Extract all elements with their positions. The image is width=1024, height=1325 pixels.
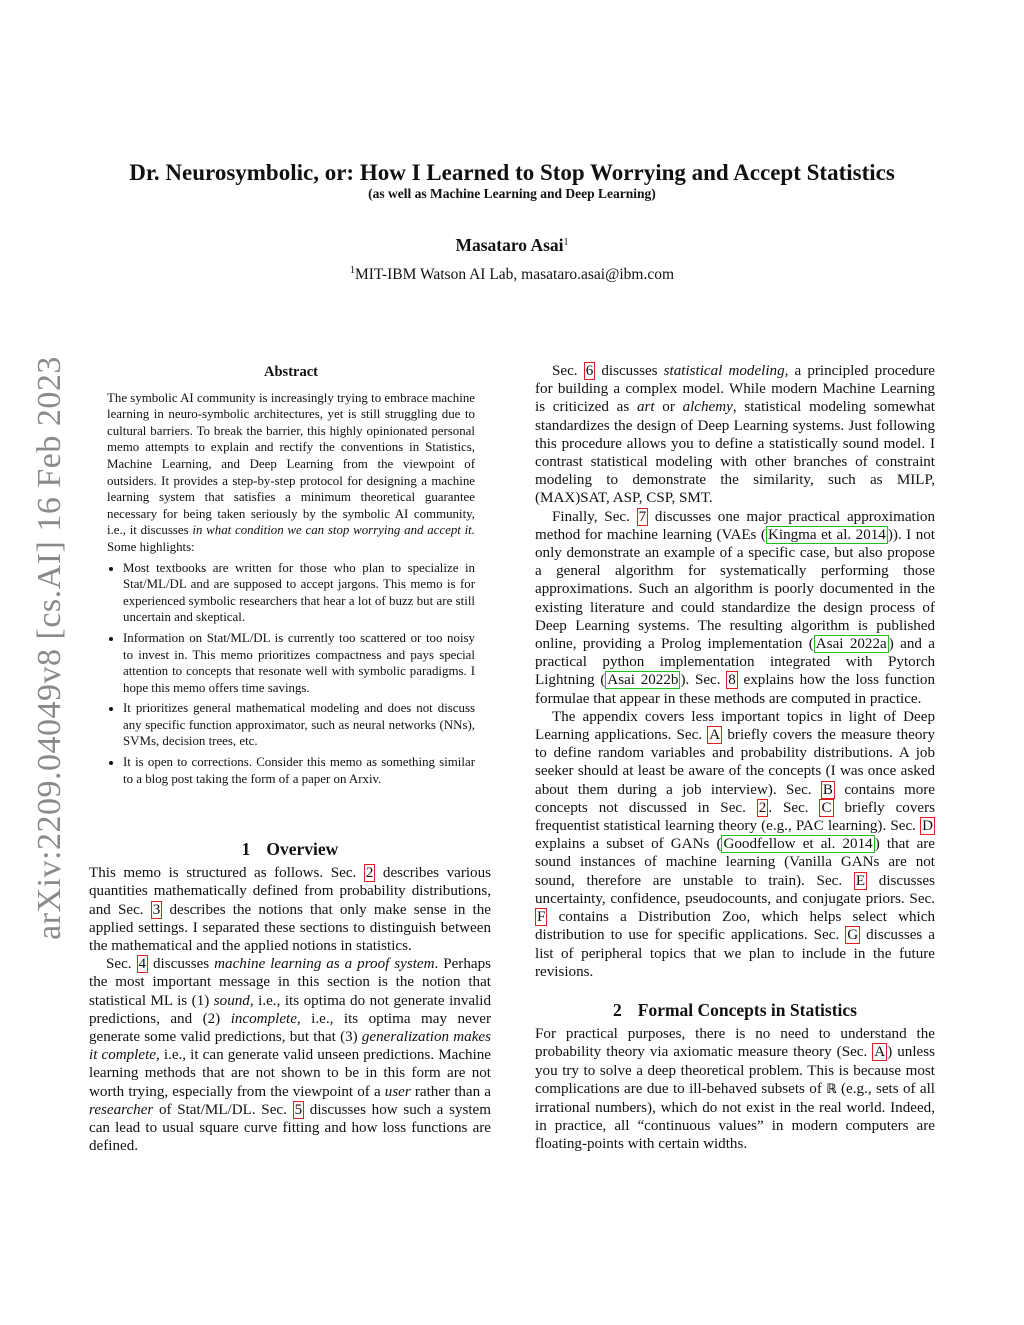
highlight-item: • Most textbooks are written for those who plan to specialize in Stat/ML/DL and are supposed to accept jargons. This memo is for experienced symbolic researchers that hear a lot of buzz but are still uncertain and skeptical.	[123, 560, 475, 626]
paper-subtitle: (as well as Machine Learning and Deep Learning)	[368, 186, 656, 201]
citation-link[interactable]: Asai 2022b	[607, 672, 679, 689]
author-superscript: 1	[563, 237, 569, 248]
appendix-ref-link[interactable]: F	[537, 909, 546, 926]
paper-title: Dr. Neurosymbolic, or: How I Learned to Stop Worrying and Accept Statistics	[129, 160, 895, 185]
highlight-item: • Information on Stat/ML/DL is currently too scattered or too noisy to invest in. This memo prioritizes compactness and pays special attention to concepts that resonate well with symbolic paradigms. I hope this memo offers time savings.	[123, 630, 475, 696]
citation-link[interactable]: Goodfellow et al. 2014	[723, 836, 873, 853]
left-column	[89, 840, 491, 1155]
affiliation-line	[0, 266, 1024, 284]
section-ref-link[interactable]: 3	[152, 901, 161, 918]
appendix-ref-link[interactable]: D	[922, 818, 933, 835]
section-ref-link[interactable]: 2	[758, 799, 767, 816]
section-ref-link[interactable]: 7	[638, 508, 647, 525]
real-numbers-symbol: ℝ	[826, 1081, 837, 1097]
abstract	[107, 364, 475, 791]
formal-concepts-paragraph: For practical purposes, there is no need to understand the probability theory via axiomatic measure theory (Sec. A ) unless you try to solve a deep theoretical problem. This is because most complications are due to ill-behaved subsets of ℝ (e.g., sets of all irrational numbers), which do not exist in the real world. Indeed, in practice, all “continuous values” in modern computers are floating-points with certain widths.	[535, 1026, 935, 1153]
appendix-ref-link[interactable]: E	[855, 872, 866, 889]
abstract-paragraph: The symbolic AI community is increasingly trying to embrace machine learning in neuro-symbolic architectures, yet is still struggling due to cultural barriers. To break the barrier, this highly opinionated personal memo attempts to explain and rectify the conventions in Statistics, Machine Learning, and Deep Learning from the viewpoint of outsiders. It provides a step-by-step protocol for designing a machine learning system that satisfies a minimum theoretical guarantee necessary for being taken seriously by the symbolic AI community, i.e., it discusses in what condition we can stop worrying and accept it. Some highlights:	[107, 390, 475, 554]
overview-paragraph-3: Sec. 6 discusses statistical modeling, a principled procedure for building a complex model. While modern Machine Learning is criticized as art or alchemy, statistical modeling somewhat standardizes the design of Deep Learning systems. Just following this procedure allows you to define a statistically sound model. I contrast statistical modeling with other branches of constraint modeling to demonstrate the similarity, such as MILP, (MAX)SAT, ASP, CSP, SMT.	[535, 363, 936, 507]
section-spacer	[535, 981, 935, 1001]
section-ref-link[interactable]: 2	[365, 865, 374, 882]
overview-paragraph-5: The appendix covers less important topics in light of Deep Learning applications. Sec. A briefly covers the measure theory to define random variables and probability distributions. A job seeker should at least be aware of the concepts (I was once asked about them during a job interview). Sec. B contains more concepts not discussed in Sec. 2 . Sec. C briefly covers frequentist statistical learning theory (e.g., PAC learning). Sec. D explains a subset of GANs ( Goodfellow et al. 2014 ) that are sound instances of machine learning (Vanilla GANs are not sound, therefore are unstable to train). Sec. E discusses uncertainty, confidence, pseudocounts, and conjugate priors. Sec. F contains a Distribution Zoo, which helps select which distribution to use for specific applications. Sec. G discusses a list of peripheral topics that we plan to include in the future revisions.	[535, 708, 936, 980]
section-ref-link[interactable]: 8	[728, 672, 736, 689]
overview-paragraph-4: Finally, Sec. 7 discusses one major practical approximation method for machine learning (VAEs ( Kingma et al. 2014 )). I not only demonstrate an example of a specific case, but also propose a general algorithm for systematically performing those approximations. Such an algorithm is poorly documented in the existing literature and could standardize the design process of Deep Learning systems. The resulting algorithm is published online, providing a Prolog implementation ( Asai 2022a ) and a practical python implementation integrated with Pytorch Lightning ( Asai 2022b ). Sec. 8 explains how the loss function formulae that appear in these methods are computed in practice.	[535, 508, 936, 707]
appendix-ref-link[interactable]: C	[821, 799, 832, 816]
section-2-heading: 2 Formal Concepts in Statistics	[613, 999, 857, 1020]
affiliation-superscript: 1	[349, 265, 355, 276]
abstract-highlights	[107, 560, 475, 788]
abstract-heading: Abstract	[264, 364, 318, 380]
overview-paragraph-2: Sec. 4 discusses machine learning as a proof system. Perhaps the most important message in this section is the notion that statistical ML is (1) sound, i.e., its optima do not generate invalid predictions, and (2) incomplete, i.e., its optima may never generate some valid predictions, but that (3) generalization makes it complete, i.e., it can generate valid unseen predictions. Machine learning methods that are not shown to be in this form are not worth trying, especially from the viewpoint of a user rather than a researcher of Stat/ML/DL. Sec. 5 discusses how such a system can lead to usual square curve fitting and how loss functions are defined.	[89, 956, 492, 1155]
arxiv-stamp: arXiv:2209.04049v8 [cs.AI] 16 Feb 2023	[31, 356, 68, 940]
highlight-item: • It prioritizes general mathematical modeling and does not discuss any specific function approximator, such as neural networks (NNs), SVMs, decision trees, etc.	[123, 700, 475, 750]
citation-link[interactable]: Asai 2022a	[815, 636, 887, 653]
citation-link[interactable]: Kingma et al. 2014	[767, 526, 886, 543]
author-name: Masataro Asai	[455, 235, 564, 255]
affiliation: MIT-IBM Watson AI Lab, masataro.asai@ibm.com	[354, 266, 675, 283]
appendix-ref-link[interactable]: A	[874, 1044, 886, 1061]
appendix-ref-link[interactable]: B	[822, 781, 833, 798]
section-1-heading: 1 Overview	[241, 839, 339, 859]
appendix-ref-link[interactable]: G	[847, 927, 859, 944]
appendix-ref-link[interactable]: A	[709, 727, 721, 744]
overview-paragraph-1: This memo is structured as follows. Sec. 2 describes various quantities mathematically defined from probability distributions, and Sec. 3 describes the notions that only make sense in the applied settings. I separated these sections to distinguish between the mathematical and the applied notions in statistics.	[89, 865, 492, 955]
highlight-item: • It is open to corrections. Consider this memo as something similar to a blog post taking the form of a paper on Arxiv.	[123, 754, 475, 787]
section-ref-link[interactable]: 6	[585, 363, 594, 379]
author-line	[0, 235, 1024, 256]
right-column	[535, 362, 935, 1154]
section-ref-link[interactable]: 4	[138, 956, 147, 973]
section-ref-link[interactable]: 5	[294, 1101, 303, 1118]
